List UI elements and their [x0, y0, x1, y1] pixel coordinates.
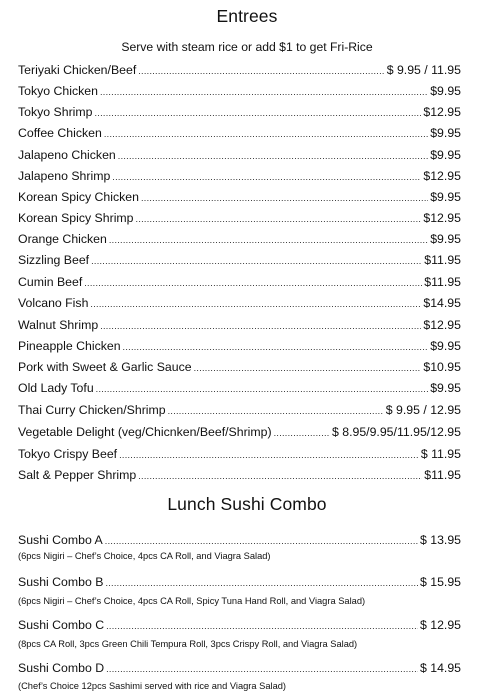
item-name: Teriyaki Chicken/Beef [18, 63, 137, 77]
item-price: $ 9.95 / 12.95 [385, 403, 461, 417]
menu-item [18, 120, 461, 140]
item-price: $ 14.95 [419, 661, 461, 675]
item-name: Sushi Combo A [18, 533, 103, 547]
leader-dots [105, 537, 418, 546]
item-name: Coffee Chicken [18, 126, 102, 140]
sushi-combo-item [18, 527, 461, 547]
menu-item [18, 354, 461, 374]
menu-item [18, 375, 461, 395]
leader-dots [106, 665, 418, 674]
item-price: $9.95 [430, 190, 461, 204]
menu-item [18, 142, 461, 162]
item-price: $11.95 [424, 275, 461, 289]
sushi-combo-title: Lunch Sushi Combo [167, 494, 327, 514]
item-name: Sizzling Beef [18, 253, 90, 267]
leader-dots [138, 67, 384, 76]
item-description: (Chef’s Choice 12pcs Sashimi served with rice and Viagra Salad) [18, 681, 287, 691]
menu-item [18, 397, 461, 417]
leader-dots [84, 279, 422, 288]
item-price: $12.95 [423, 318, 461, 332]
leader-dots [106, 622, 418, 631]
menu-item [18, 462, 461, 482]
leader-dots [141, 194, 428, 203]
item-name: Jalapeno Chicken [18, 148, 116, 162]
leader-dots [138, 472, 422, 481]
entrees-title: Entrees [216, 6, 278, 26]
item-name: Salt & Pepper Shrimp [18, 468, 137, 482]
item-price: $ 12.95 [419, 618, 461, 632]
item-price: $ 13.95 [419, 533, 461, 547]
entrees-subtitle: Serve with steam rice or add $1 to get Fri-Rice [121, 40, 373, 54]
leader-dots [95, 109, 422, 118]
item-price: $ 11.95 [420, 447, 461, 461]
item-name: Vegetable Delight (veg/Chicnken/Beef/Shrimp) [18, 425, 272, 439]
item-price: $11.95 [424, 468, 461, 482]
leader-dots [168, 407, 384, 416]
leader-dots [123, 343, 429, 352]
item-price: $9.95 [430, 339, 461, 353]
item-price: $12.95 [423, 211, 461, 225]
menu-item [18, 226, 461, 246]
item-name: Volcano Fish [18, 296, 89, 310]
menu-item [18, 57, 461, 77]
item-price: $9.95 [430, 232, 461, 246]
item-name: Orange Chicken [18, 232, 107, 246]
item-price: $11.95 [424, 253, 461, 267]
item-price: $ 9.95 / 11.95 [386, 63, 461, 77]
leader-dots [91, 257, 422, 266]
menu-item [18, 333, 461, 353]
item-name: Sushi Combo C [18, 618, 105, 632]
leader-dots [100, 88, 428, 97]
menu-item [18, 290, 461, 310]
menu-item [18, 441, 461, 461]
item-name: Korean Spicy Chicken [18, 190, 139, 204]
item-price: $9.95 [430, 84, 461, 98]
item-name: Thai Curry Chicken/Shrimp [18, 403, 166, 417]
menu-item [18, 247, 461, 267]
item-name: Tokyo Shrimp [18, 105, 93, 119]
item-price: $12.95 [423, 105, 461, 119]
sushi-combo-item [18, 569, 461, 589]
menu-item [18, 99, 461, 119]
item-name: Tokyo Crispy Beef [18, 447, 118, 461]
item-price: $ 15.95 [419, 575, 461, 589]
item-description: (8pcs CA Roll, 3pcs Green Chili Tempura Roll, 3pcs Crispy Roll, and Viagra Salad) [18, 639, 358, 649]
item-name: Walnut Shrimp [18, 318, 99, 332]
menu-item [18, 419, 461, 439]
item-price: $9.95 [430, 381, 461, 395]
menu-item [18, 78, 461, 98]
item-description: (6pcs Nigiri – Chef’s Choice, 4pcs CA Roll, and Viagra Salad) [18, 551, 271, 561]
item-price: $12.95 [423, 169, 461, 183]
leader-dots [136, 215, 422, 224]
item-name: Sushi Combo B [18, 575, 104, 589]
leader-dots [100, 322, 421, 331]
item-name: Pineapple Chicken [18, 339, 121, 353]
sushi-combo-item [18, 612, 461, 632]
leader-dots [104, 130, 428, 139]
item-price: $9.95 [430, 148, 461, 162]
item-price: $9.95 [430, 126, 461, 140]
item-price: $10.95 [423, 360, 461, 374]
item-name: Cumin Beef [18, 275, 83, 289]
menu-item [18, 312, 461, 332]
menu-item [18, 163, 461, 183]
item-name: Jalapeno Shrimp [18, 169, 111, 183]
menu-item [18, 184, 461, 204]
menu-item [18, 205, 461, 225]
item-price: $ 8.95/9.95/11.95/12.95 [331, 425, 461, 439]
item-name: Korean Spicy Shrimp [18, 211, 134, 225]
leader-dots [119, 451, 419, 460]
item-name: Pork with Sweet & Garlic Sauce [18, 360, 192, 374]
leader-dots [112, 173, 421, 182]
leader-dots [96, 385, 429, 394]
sushi-combo-item [18, 655, 461, 675]
leader-dots [274, 429, 330, 438]
leader-dots [90, 300, 421, 309]
leader-dots [194, 364, 422, 373]
leader-dots [105, 579, 418, 588]
item-description: (6pcs Nigiri – Chef’s Choice, 4pcs CA Roll, Spicy Tuna Hand Roll, and Viagra Salad) [18, 596, 366, 606]
leader-dots [118, 152, 428, 161]
item-name: Tokyo Chicken [18, 84, 98, 98]
item-name: Sushi Combo D [18, 661, 105, 675]
item-name: Old Lady Tofu [18, 381, 94, 395]
leader-dots [109, 236, 428, 245]
item-price: $14.95 [423, 296, 461, 310]
menu-item [18, 269, 461, 289]
